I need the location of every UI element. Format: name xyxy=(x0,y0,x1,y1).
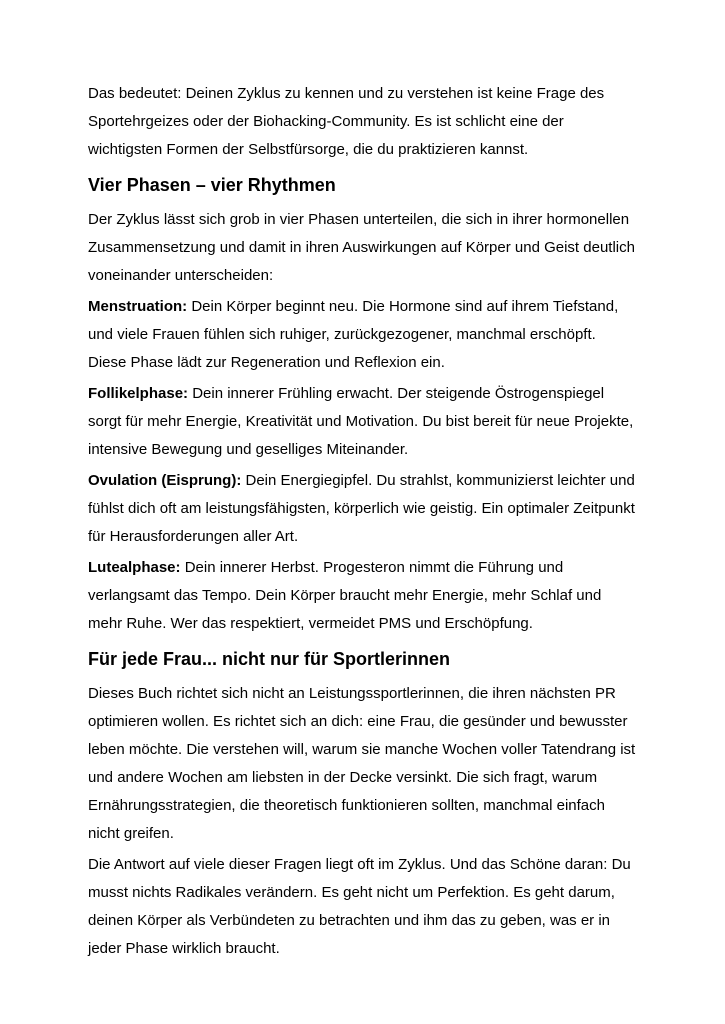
section-heading-vier-phasen: Vier Phasen – vier Rhythmen xyxy=(88,175,336,195)
phase-text-lutealphase: Dein innerer Herbst. Progesteron nimmt die Führung und verlangsamt das Tempo. Dein Körper braucht mehr Energie, mehr Schlaf und mehr Ruhe. Wer das respektiert, vermeidet PMS und Erschöpfung. xyxy=(88,559,602,632)
paragraph-intro: Das bedeutet: Deinen Zyklus zu kennen und zu verstehen ist keine Frage des Sportehrgeizes oder der Biohacking-Community. Es ist schlicht eine der wichtigsten Formen der Selbstfürsorge, die du praktizieren kannst. xyxy=(88,85,605,158)
paragraph-section2-first: Dieses Buch richtet sich nicht an Leistungssportlerinnen, die ihren nächsten PR optimieren wollen. Es richtet sich an dich: eine Frau, die gesünder und bewusster leben möchte. Die verstehen will, warum sie manche Wochen voller Tatendrang ist und andere Wochen am liebsten in der Decke versinkt. Die sich fragt, warum Ernährungsstrategien, die theoretisch funktionieren sollten, manchmal einfach nicht greifen. xyxy=(88,685,636,842)
phase-text-ovulation: Dein Energiegipfel. Du strahlst, kommunizierst leichter und fühlst dich oft am leistungsfähigsten, körperlich wie geistig. Ein optimaler Zeitpunkt für Herausforderungen aller Art. xyxy=(88,472,635,545)
section-heading-fuer-jede-frau: Für jede Frau... nicht nur für Sportlerinnen xyxy=(88,649,451,669)
paragraph-phase-ovulation xyxy=(88,467,638,551)
paragraph-phase-follikelphase xyxy=(88,380,638,464)
paragraph-section1-lead: Der Zyklus lässt sich grob in vier Phasen unterteilen, die sich in ihrer hormonellen Zusammensetzung und damit in ihren Auswirkungen auf Körper und Geist deutlich voneinander unterscheiden: xyxy=(88,211,635,284)
paragraph-section2-second: Die Antwort auf viele dieser Fragen liegt oft im Zyklus. Und das Schöne daran: Du musst nichts Radikales verändern. Es geht nicht um Perfektion. Es geht darum, deinen Körper als Verbündeten zu betrachten und ihm das zu geben, was er in jeder Phase wirklich braucht. xyxy=(88,856,631,957)
phase-text-follikelphase: Dein innerer Frühling erwacht. Der steigende Östrogenspiegel sorgt für mehr Energie, Kreativität und Motivation. Du bist bereit für neue Projekte, intensive Bewegung und geselliges Miteinander. xyxy=(88,385,634,458)
paragraph-phase-menstruation xyxy=(88,293,638,377)
phase-label-ovulation: Ovulation (Eisprung): xyxy=(88,472,242,489)
phase-label-menstruation: Menstruation: xyxy=(88,298,188,315)
phase-label-follikelphase: Follikelphase: xyxy=(88,385,189,402)
paragraph-phase-lutealphase xyxy=(88,554,638,638)
phase-text-menstruation: Dein Körper beginnt neu. Die Hormone sind auf ihrem Tiefstand, und viele Frauen fühlen sich ruhiger, zurückgezogener, manchmal erschöpft. Diese Phase lädt zur Regeneration und Reflexion ein. xyxy=(88,298,619,371)
phase-label-lutealphase: Lutealphase: xyxy=(88,559,181,576)
